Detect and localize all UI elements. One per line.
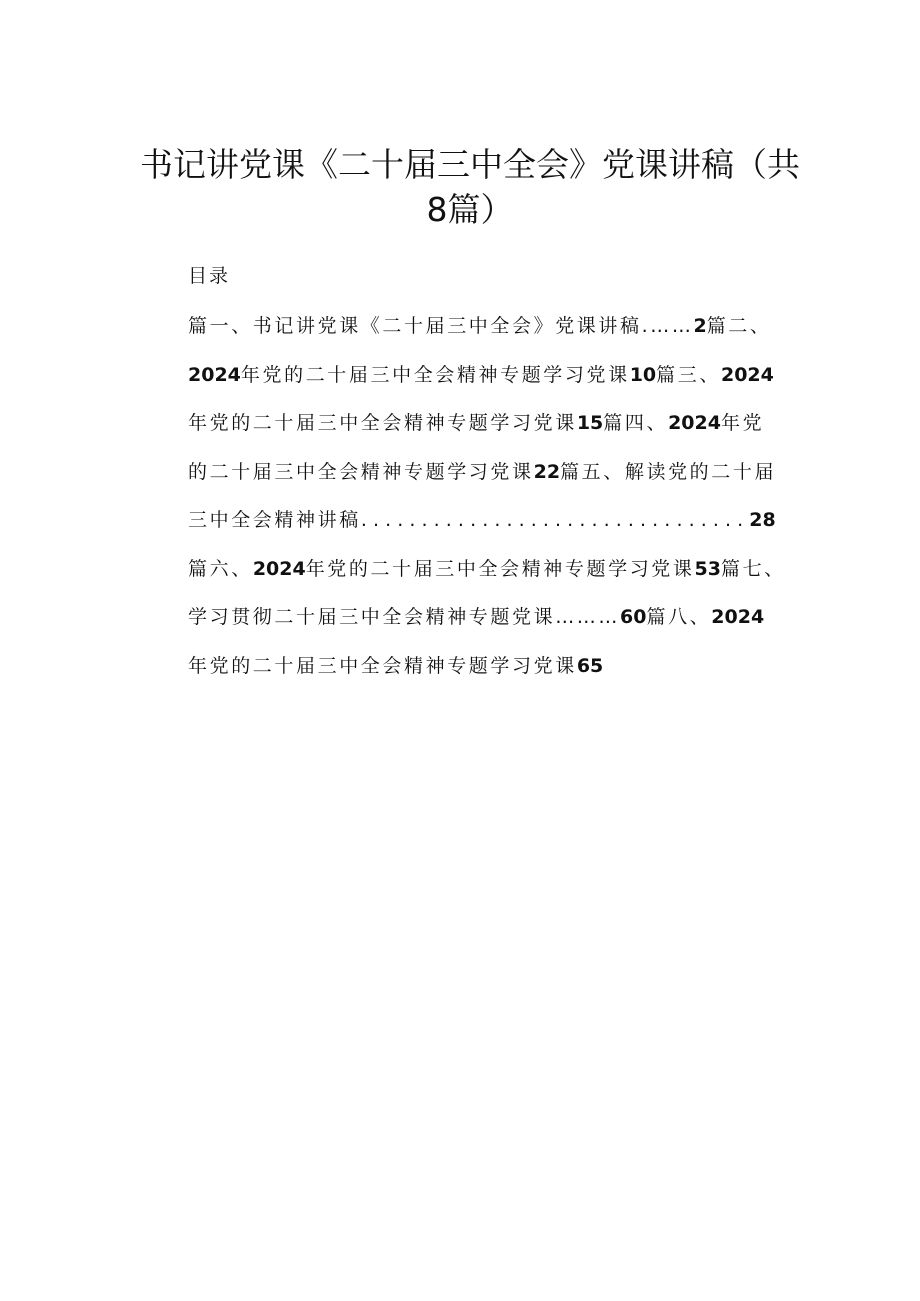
toc-text: 篇五、解读党的二十届	[560, 460, 777, 483]
toc-page-number: 2024	[252, 557, 306, 580]
toc-text: 学习贯彻二十届三中全会精神专题党课………	[188, 606, 621, 628]
toc-text: 三中全会精神讲稿	[188, 509, 361, 531]
toc-text: 篇八、	[646, 606, 712, 628]
title-line-2: 8篇）	[426, 190, 514, 229]
title-line-1: 书记讲党课《二十届三中全会》党课讲稿（共	[140, 145, 800, 184]
toc-page-number: 60	[620, 606, 647, 628]
toc-page-number: 10	[629, 363, 657, 386]
toc-text: 篇三、	[656, 363, 721, 386]
toc-line	[188, 308, 828, 357]
toc-page-number: 65	[576, 654, 604, 677]
toc-page-number: 15	[576, 412, 604, 434]
toc-page-number: 2024	[188, 363, 241, 386]
toc-leader-dots: ................................	[360, 509, 750, 531]
document-title	[130, 142, 810, 232]
toc-page-number: 53	[694, 557, 721, 580]
toc-page-number: 2024	[711, 606, 765, 628]
toc-text: 年党的二十届三中全会精神专题学习党课	[188, 412, 577, 434]
toc-line	[188, 357, 828, 406]
toc-line	[188, 405, 828, 454]
toc-text: 的二十届三中全会精神专题学习党课	[188, 460, 534, 483]
toc-page-number: 28	[749, 509, 776, 531]
toc-line	[188, 648, 828, 697]
toc-heading: 目录	[188, 265, 231, 287]
toc-page-number: 2024	[720, 363, 774, 386]
toc-line	[188, 454, 828, 503]
table-of-contents	[188, 308, 828, 696]
toc-page-number: 22	[533, 460, 561, 483]
toc-text: 年党的二十届三中全会精神专题学习党课	[240, 363, 630, 386]
toc-line	[188, 551, 828, 600]
toc-text: 篇七、	[720, 557, 786, 580]
toc-text: 年党的二十届三中全会精神专题学习党课	[188, 654, 577, 677]
toc-page-number: 2024	[668, 412, 721, 434]
toc-text: 篇一、书记讲党课《二十届三中全会》党课讲稿.……	[188, 315, 694, 337]
toc-text: 篇四、	[603, 412, 669, 434]
toc-text: 篇二、	[706, 315, 772, 337]
toc-text: 年党	[720, 412, 765, 434]
toc-text: 年党的二十届三中全会精神专题学习党课	[305, 557, 695, 580]
toc-line	[188, 599, 828, 648]
toc-line	[188, 502, 828, 551]
toc-text: 篇六、	[188, 557, 253, 580]
toc-page-number: 2	[693, 315, 707, 337]
